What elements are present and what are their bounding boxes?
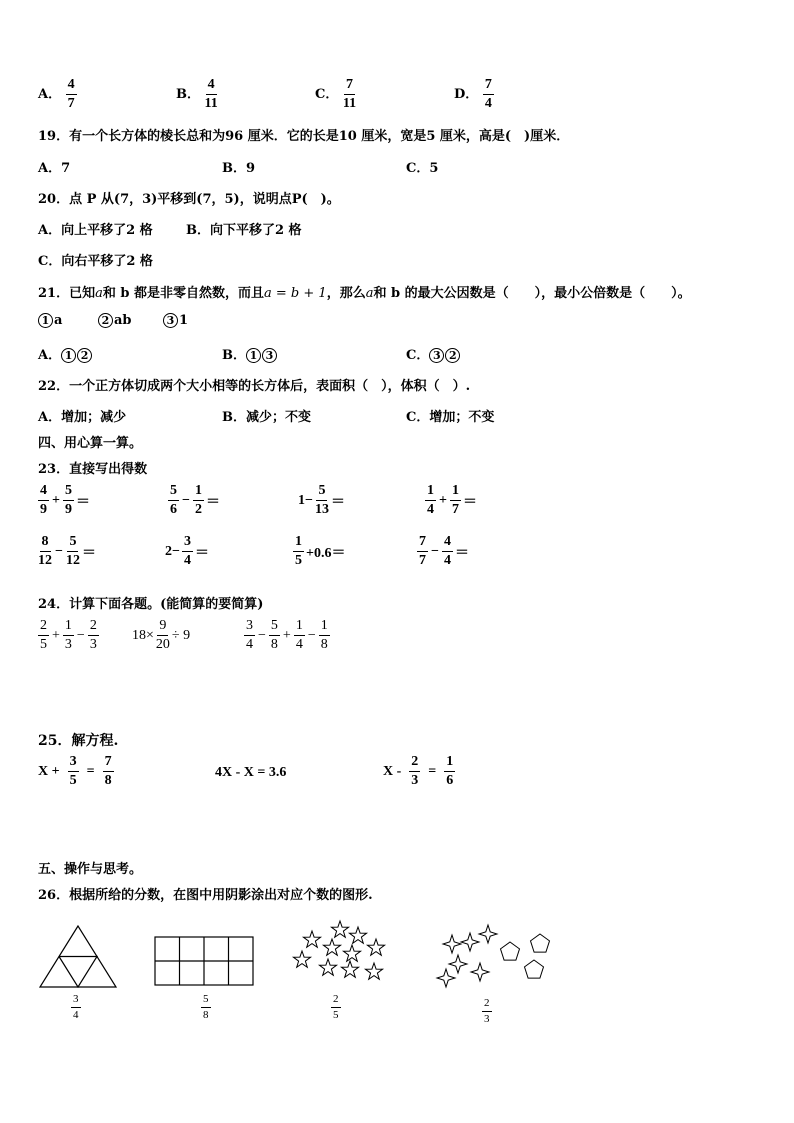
q23-item-2: $\frac{5}{6}$ − $\frac{1}{2}$ ＝ bbox=[170, 483, 220, 517]
q18-option-d: D． $\frac{7}{4}$ bbox=[454, 77, 492, 111]
q21-choice-3: 3 1 bbox=[163, 313, 188, 328]
q26-fraction-2: $\frac{5}{8}$ bbox=[203, 993, 209, 1021]
four-point-stars-and-pentagons-figure[interactable] bbox=[434, 920, 560, 992]
q23-item-1: $\frac{4}{9}$ + $\frac{5}{9}$ ＝ bbox=[40, 483, 90, 517]
q26-fraction-1: $\frac{3}{4}$ bbox=[73, 993, 79, 1021]
q19-option-b: B．9 bbox=[222, 161, 256, 176]
q19-option-c: C．5 bbox=[406, 161, 439, 176]
q22-option-b: B．减少；不变 bbox=[222, 410, 311, 425]
q22-option-c: C．增加；不变 bbox=[406, 410, 495, 425]
q25-equation-3: X - $\frac{2}{3}$ = $\frac{1}{6}$ bbox=[383, 754, 454, 788]
q25-title: 25．解方程. bbox=[38, 733, 119, 749]
q18-option-c: C． $\frac{7}{11}$ bbox=[315, 77, 357, 111]
q24-title: 24．计算下面各题。(能简算的要简算) bbox=[38, 597, 264, 612]
q24-expression-2: 18× $\frac{9}{20}$ ÷ 9 bbox=[132, 618, 191, 652]
q24-expression-3: $\frac{3}{4}$ − $\frac{5}{8}$ + $\frac{1}{4}$ − $\frac{1}{8}$ bbox=[246, 618, 328, 652]
q22-question: 22．一个正方体切成两个大小相等的长方体后，表面积（ ），体积（ ）. bbox=[38, 379, 471, 394]
q26-fraction-4: $\frac{2}{3}$ bbox=[484, 997, 490, 1025]
q19-option-a: A．7 bbox=[38, 161, 71, 176]
triangle-figure[interactable] bbox=[38, 924, 118, 990]
q23-title: 23．直接写出得数 bbox=[38, 462, 148, 477]
q25-equation-1: X + $\frac{3}{5}$ = $\frac{7}{8}$ bbox=[38, 754, 112, 788]
q18-option-a: A． $\frac{4}{7}$ bbox=[38, 77, 75, 111]
five-point-stars-figure[interactable] bbox=[290, 918, 390, 990]
q23-item-5: $\frac{8}{12}$ − $\frac{5}{12}$ ＝ bbox=[38, 534, 96, 568]
q20-question: 20．点 P 从(7，3)平移到(7，5)，说明点P( )。 bbox=[38, 192, 340, 207]
q21-choice-2: 2 ab bbox=[98, 313, 132, 328]
q21-option-a: A． 1 2 bbox=[38, 344, 93, 363]
q20-option-a: A．向上平移了2 格 bbox=[38, 223, 153, 238]
rectangle-grid-figure[interactable] bbox=[154, 936, 254, 986]
q21-choice-1: 1 a bbox=[38, 313, 62, 328]
q19-question: 19．有一个长方体的棱长总和为96 厘米．它的长是10 厘米，宽是5 厘米，高是( )厘米． bbox=[38, 129, 570, 144]
section-5-heading: 五、操作与思考。 bbox=[38, 862, 143, 877]
section-4-heading: 四、用心算一算。 bbox=[38, 436, 143, 451]
q18-option-b: B． $\frac{4}{11}$ bbox=[176, 77, 218, 111]
q20-option-c: C．向右平移了2 格 bbox=[38, 254, 153, 269]
q22-option-a: A．增加；减少 bbox=[38, 410, 127, 425]
q20-option-b: B．向下平移了2 格 bbox=[186, 223, 302, 238]
q21-option-c: C． 3 2 bbox=[406, 344, 461, 363]
q23-item-7: $\frac{1}{5}$ +0.6＝ bbox=[295, 534, 346, 568]
q26-fraction-3: $\frac{2}{5}$ bbox=[333, 993, 339, 1021]
q21-question: 21．已知a和 b 都是非零自然数，而且a = b + 1，那么a和 b 的最大公因数是（ ），最小公倍数是（ ）。 bbox=[38, 286, 691, 301]
q21-option-b: B． 1 3 bbox=[222, 344, 278, 363]
q23-item-4: $\frac{1}{4}$ + $\frac{1}{7}$ ＝ bbox=[427, 483, 477, 517]
q23-item-8: $\frac{7}{7}$ − $\frac{4}{4}$ ＝ bbox=[419, 534, 469, 568]
q23-item-6: 2− $\frac{3}{4}$ ＝ bbox=[165, 534, 209, 568]
q24-expression-1: $\frac{2}{5}$ + $\frac{1}{3}$ − $\frac{2}{3}$ bbox=[40, 618, 97, 652]
q26-title: 26．根据所给的分数，在图中用阴影涂出对应个数的图形. bbox=[38, 888, 373, 903]
q23-item-3: 1− $\frac{5}{13}$ ＝ bbox=[298, 483, 345, 517]
q25-equation-2: 4X - X = 3.6 bbox=[215, 765, 287, 780]
